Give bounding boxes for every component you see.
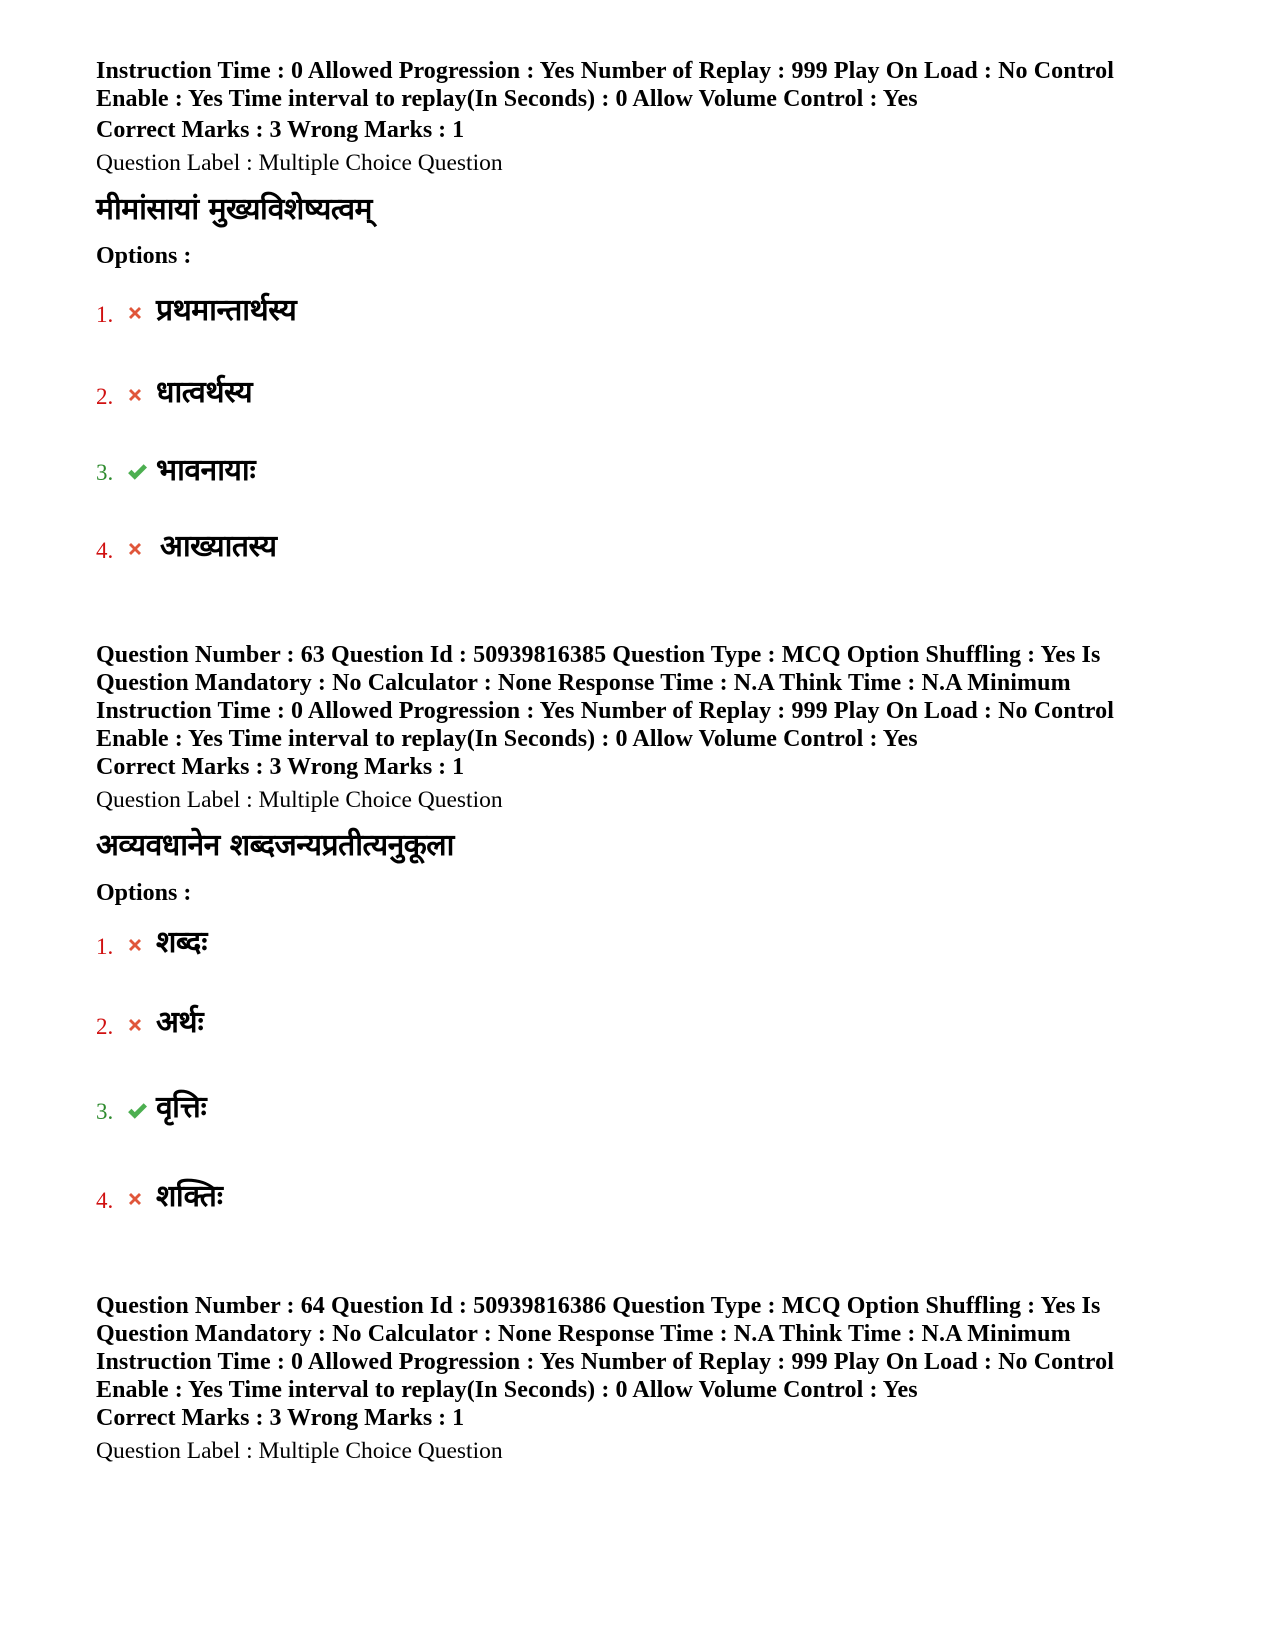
question-marks: Correct Marks : 3 Wrong Marks : 1	[96, 754, 465, 780]
question-text: मीमांसायां मुख्यविशेष्यत्वम्	[96, 192, 372, 227]
option-number: 2.	[96, 384, 114, 409]
check-icon	[126, 1101, 148, 1121]
option-number: 4.	[96, 1188, 114, 1213]
question-label: Question Label : Multiple Choice Question	[96, 787, 503, 813]
options-title: Options :	[96, 243, 192, 269]
question-text: अव्यवधानेन शब्दजन्यप्रतीत्यनुकूला	[96, 828, 454, 863]
option-text: वृत्तिः	[156, 1090, 207, 1125]
option-text: शब्दः	[156, 925, 207, 960]
option-text: आख्यातस्य	[160, 529, 277, 564]
option-number: 1.	[96, 302, 114, 327]
option-text: अर्थः	[156, 1005, 204, 1040]
cross-icon	[126, 540, 144, 558]
option-number: 1.	[96, 934, 114, 959]
option-text: भावनायाः	[156, 453, 256, 488]
option-text: धात्वर्थस्य	[156, 375, 253, 410]
question-label: Question Label : Multiple Choice Question	[96, 150, 503, 176]
question-marks: Correct Marks : 3 Wrong Marks : 1	[96, 117, 465, 143]
cross-icon	[126, 1190, 144, 1208]
option-number: 3.	[96, 1099, 114, 1124]
cross-icon	[126, 1016, 144, 1034]
option-number: 4.	[96, 538, 114, 563]
check-icon	[126, 462, 148, 482]
question-meta: Instruction Time : 0 Allowed Progression : Yes Number of Replay : 999 Play On Load : No Control Enable : Yes Time interval to replay(In Seconds) : 0 Allow Volume Control : Yes	[96, 58, 1114, 112]
question-meta: Question Number : 64 Question Id : 50939816386 Question Type : MCQ Option Shuffling : Yes Is Question Mandatory : No Calculator : None Response Time : N.A Think Time : N.A Minimum Instruction Time : 0 Allowed Progression : Yes Number of Replay : 999 Play On Load : No Control Enable : Yes Time interval to replay(In Seconds) : 0 Allow Volume Control : Yes	[96, 1293, 1114, 1403]
cross-icon	[126, 386, 144, 404]
option-text: प्रथमान्तार्थस्य	[156, 293, 297, 328]
options-title: Options :	[96, 880, 192, 906]
question-label: Question Label : Multiple Choice Question	[96, 1438, 503, 1464]
option-number: 2.	[96, 1014, 114, 1039]
cross-icon	[126, 936, 144, 954]
question-meta: Question Number : 63 Question Id : 50939816385 Question Type : MCQ Option Shuffling : Yes Is Question Mandatory : No Calculator : None Response Time : N.A Think Time : N.A Minimum Instruction Time : 0 Allowed Progression : Yes Number of Replay : 999 Play On Load : No Control Enable : Yes Time interval to replay(In Seconds) : 0 Allow Volume Control : Yes	[96, 642, 1114, 752]
option-number: 3.	[96, 460, 114, 485]
question-marks: Correct Marks : 3 Wrong Marks : 1	[96, 1405, 465, 1431]
cross-icon	[126, 304, 144, 322]
option-text: शक्तिः	[156, 1179, 223, 1214]
